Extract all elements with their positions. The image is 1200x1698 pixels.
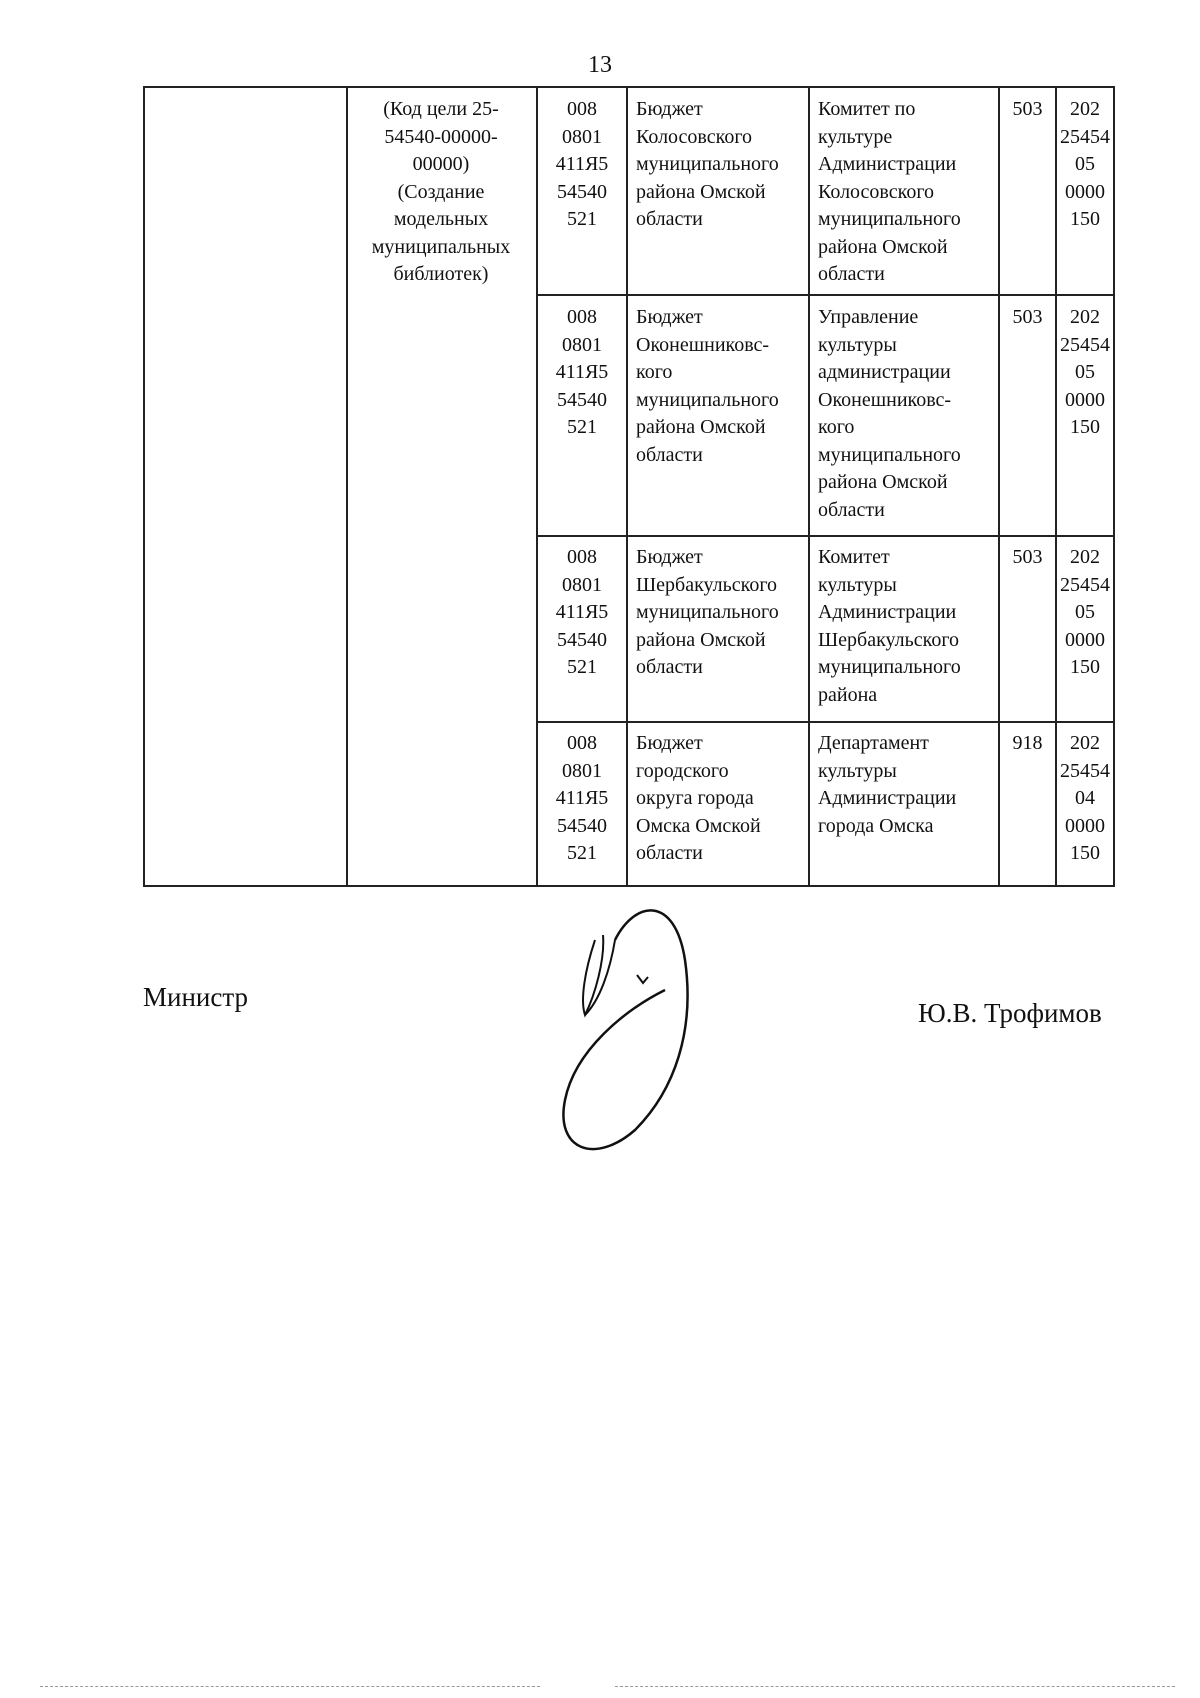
- kbk-cell: 008 0801 411Я5 54540 521: [555, 732, 609, 864]
- table-border-right: [1113, 86, 1115, 887]
- table-border-left: [143, 86, 145, 887]
- goal-code-cell: (Код цели 25- 54540-00000- 00000) (Создание модельных муниципальных библиотек): [371, 98, 511, 285]
- budget-cell: Бюджет Шербакульского муниципального района Омской области: [636, 546, 779, 678]
- admin-code-cell: 503: [1012, 546, 1043, 568]
- scan-artifact-line: [40, 1686, 540, 1687]
- revenue-code-cell: 202 25454 05 0000 150: [1060, 306, 1110, 438]
- column-divider: [626, 86, 628, 887]
- column-divider: [998, 86, 1000, 887]
- admin-code-cell: 503: [1012, 98, 1043, 120]
- page-number: 13: [588, 52, 612, 78]
- handwritten-signature: [555, 900, 715, 1160]
- table-border-bottom: [143, 885, 1115, 887]
- budget-cell: Бюджет Оконешниковс- кого муниципального района Омской области: [636, 306, 779, 466]
- row-divider: [536, 535, 1115, 537]
- budget-cell: Бюджет Колосовского муниципального района Омской области: [636, 98, 779, 230]
- signatory-position: Министр: [143, 982, 248, 1012]
- signatory-name: Ю.В. Трофимов: [918, 998, 1102, 1028]
- revenue-code-cell: 202 25454 05 0000 150: [1060, 546, 1110, 678]
- revenue-code-cell: 202 25454 05 0000 150: [1060, 98, 1110, 230]
- kbk-cell: 008 0801 411Я5 54540 521: [555, 306, 609, 438]
- administrator-cell: Управление культуры администрации Оконешниковс- кого муниципального района Омской области: [818, 306, 961, 521]
- budget-cell: Бюджет городского округа города Омска Омской области: [636, 732, 761, 864]
- admin-code-cell: 918: [1012, 732, 1043, 754]
- kbk-cell: 008 0801 411Я5 54540 521: [555, 546, 609, 678]
- kbk-cell: 008 0801 411Я5 54540 521: [555, 98, 609, 230]
- admin-code-cell: 503: [1012, 306, 1043, 328]
- administrator-cell: Комитет по культуре Администрации Колосовского муниципального района Омской области: [818, 98, 961, 285]
- allocation-table: [143, 86, 1115, 887]
- column-divider: [808, 86, 810, 887]
- administrator-cell: Департамент культуры Администрации города Омска: [818, 732, 957, 837]
- row-divider: [536, 721, 1115, 723]
- row-divider: [536, 294, 1115, 296]
- scan-artifact-line: [615, 1686, 1175, 1687]
- revenue-code-cell: 202 25454 04 0000 150: [1060, 732, 1110, 864]
- column-divider: [346, 86, 348, 887]
- table-border-top: [143, 86, 1115, 88]
- administrator-cell: Комитет культуры Администрации Шербакульского муниципального района: [818, 546, 961, 706]
